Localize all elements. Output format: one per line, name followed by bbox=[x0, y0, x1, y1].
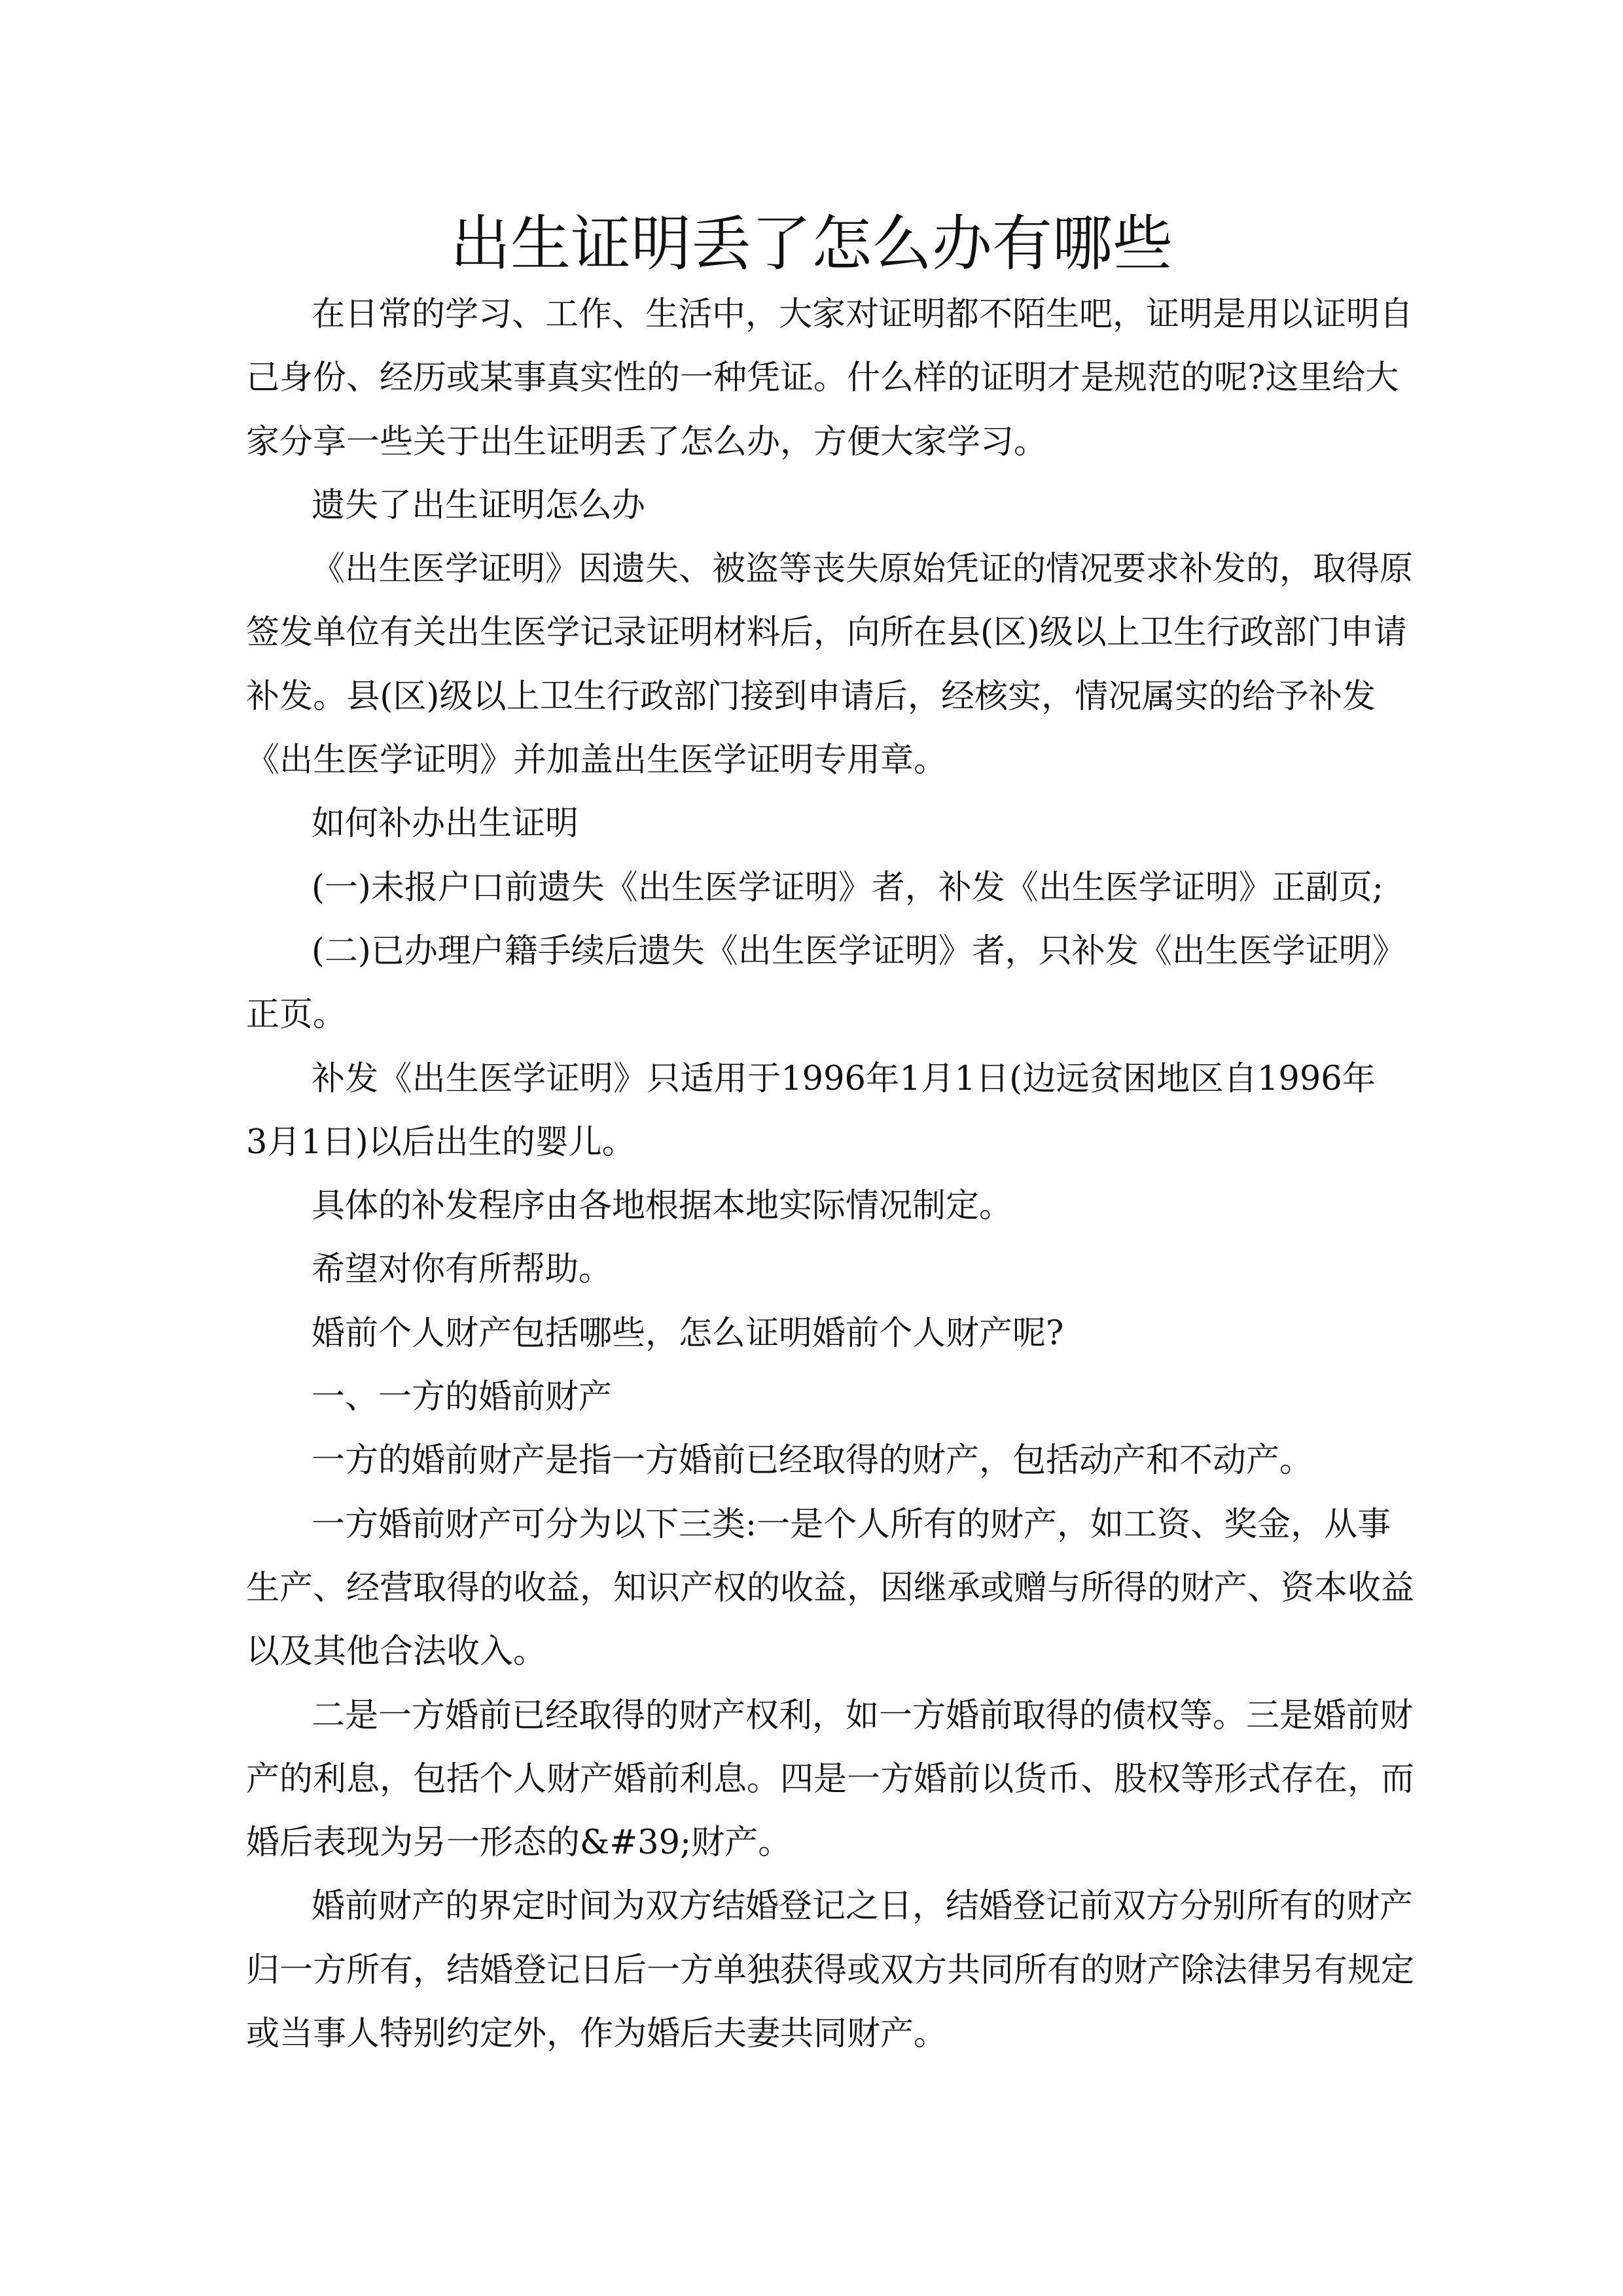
paragraph-line: (二)已办理户籍手续后遗失《出生医学证明》者，只补发《出生医学证明》 bbox=[312, 931, 1406, 971]
paragraph bbox=[246, 1174, 1376, 1238]
paragraph bbox=[246, 1493, 1415, 1684]
paragraph-line: 希望对你有所帮助。 bbox=[312, 1250, 613, 1289]
paragraph-line: 一方的婚前财产是指一方婚前已经取得的财产，包括动产和不动产。 bbox=[312, 1441, 1313, 1480]
paragraph bbox=[246, 1365, 1376, 1429]
paragraph-line: (一)未报户口前遗失《出生医学证明》者，补发《出生医学证明》正副页; bbox=[312, 868, 1383, 907]
paragraph-line: 婚后表现为另一形态的&#39;财产。 bbox=[246, 1823, 792, 1863]
paragraph-line: 在日常的学习、工作、生活中，大家对证明都不陌生吧，证明是用以证明自 bbox=[312, 295, 1414, 334]
paragraph-line: 正页。 bbox=[246, 996, 347, 1035]
paragraph-line: 或当事人特别约定外，作为婚后夫妻共同财产。 bbox=[246, 2015, 948, 2054]
paragraph bbox=[246, 1684, 1415, 1875]
paragraph-line: 产的利息，包括个人财产婚前利息。四是一方婚前以货币、股权等形式存在，而 bbox=[246, 1759, 1415, 1799]
paragraph-line: 一、一方的婚前财产 bbox=[312, 1378, 613, 1417]
paragraph bbox=[246, 537, 1414, 792]
paragraph-line: 家分享一些关于出生证明丢了怎么办，方便大家学习。 bbox=[246, 422, 1048, 461]
paragraph-line: 3月1日)以后出生的婴儿。 bbox=[246, 1122, 635, 1162]
paragraph bbox=[246, 283, 1414, 474]
paragraph-line: 具体的补发程序由各地根据本地实际情况制定。 bbox=[312, 1187, 1013, 1226]
paragraph-line: 以及其他合法收入。 bbox=[246, 1632, 547, 1672]
paragraph-line: 一方婚前财产可分为以下三类:一是个人所有的财产，如工资、奖金，从事 bbox=[312, 1505, 1391, 1544]
document-title: 出生证明丢了怎么办有哪些 bbox=[450, 209, 1173, 279]
paragraph-line: 婚前财产的界定时间为双方结婚登记之日，结婚登记前双方分别所有的财产 bbox=[312, 1887, 1414, 1926]
paragraph bbox=[246, 1429, 1376, 1492]
paragraph bbox=[246, 920, 1406, 1047]
paragraph-line: 补发。县(区)级以上卫生行政部门接到申请后，经核实，情况属实的给予补发 bbox=[246, 677, 1376, 716]
paragraph-line: 《出生医学证明》并加盖出生医学证明专用章。 bbox=[246, 741, 948, 780]
paragraph-line: 如何补办出生证明 bbox=[312, 804, 579, 844]
paragraph-line: 生产、经营取得的收益，知识产权的收益，因继承或赠与所得的财产、资本收益 bbox=[246, 1568, 1415, 1607]
paragraph bbox=[246, 1874, 1415, 2066]
paragraph-line: 归一方所有，结婚登记日后一方单独获得或双方共同所有的财产除法律另有规定 bbox=[246, 1950, 1415, 1990]
paragraph-line: 婚前个人财产包括哪些，怎么证明婚前个人财产呢? bbox=[312, 1314, 1064, 1353]
paragraph-line: 遗失了出生证明怎么办 bbox=[312, 486, 646, 525]
paragraph-line: 《出生医学证明》因遗失、被盗等丧失原始凭证的情况要求补发的，取得原 bbox=[312, 550, 1414, 589]
paragraph-line: 二是一方婚前已经取得的财产权利，如一方婚前取得的债权等。三是婚前财 bbox=[312, 1696, 1414, 1735]
paragraph bbox=[246, 856, 1383, 920]
paragraph bbox=[246, 792, 1376, 855]
paragraph bbox=[246, 474, 1376, 537]
paragraph-line: 签发单位有关出生医学记录证明材料后，向所在县(区)级以上卫生行政部门申请 bbox=[246, 613, 1407, 653]
paragraph bbox=[246, 1047, 1376, 1175]
paragraph-line: 补发《出生医学证明》只适用于1996年1月1日(边远贫困地区自1996年 bbox=[312, 1059, 1376, 1098]
document-body bbox=[246, 283, 1415, 2066]
paragraph bbox=[246, 1238, 1376, 1301]
paragraph bbox=[246, 1302, 1376, 1365]
paragraph-line: 己身份、经历或某事真实性的一种凭证。什么样的证明才是规范的呢?这里给大 bbox=[246, 359, 1399, 398]
